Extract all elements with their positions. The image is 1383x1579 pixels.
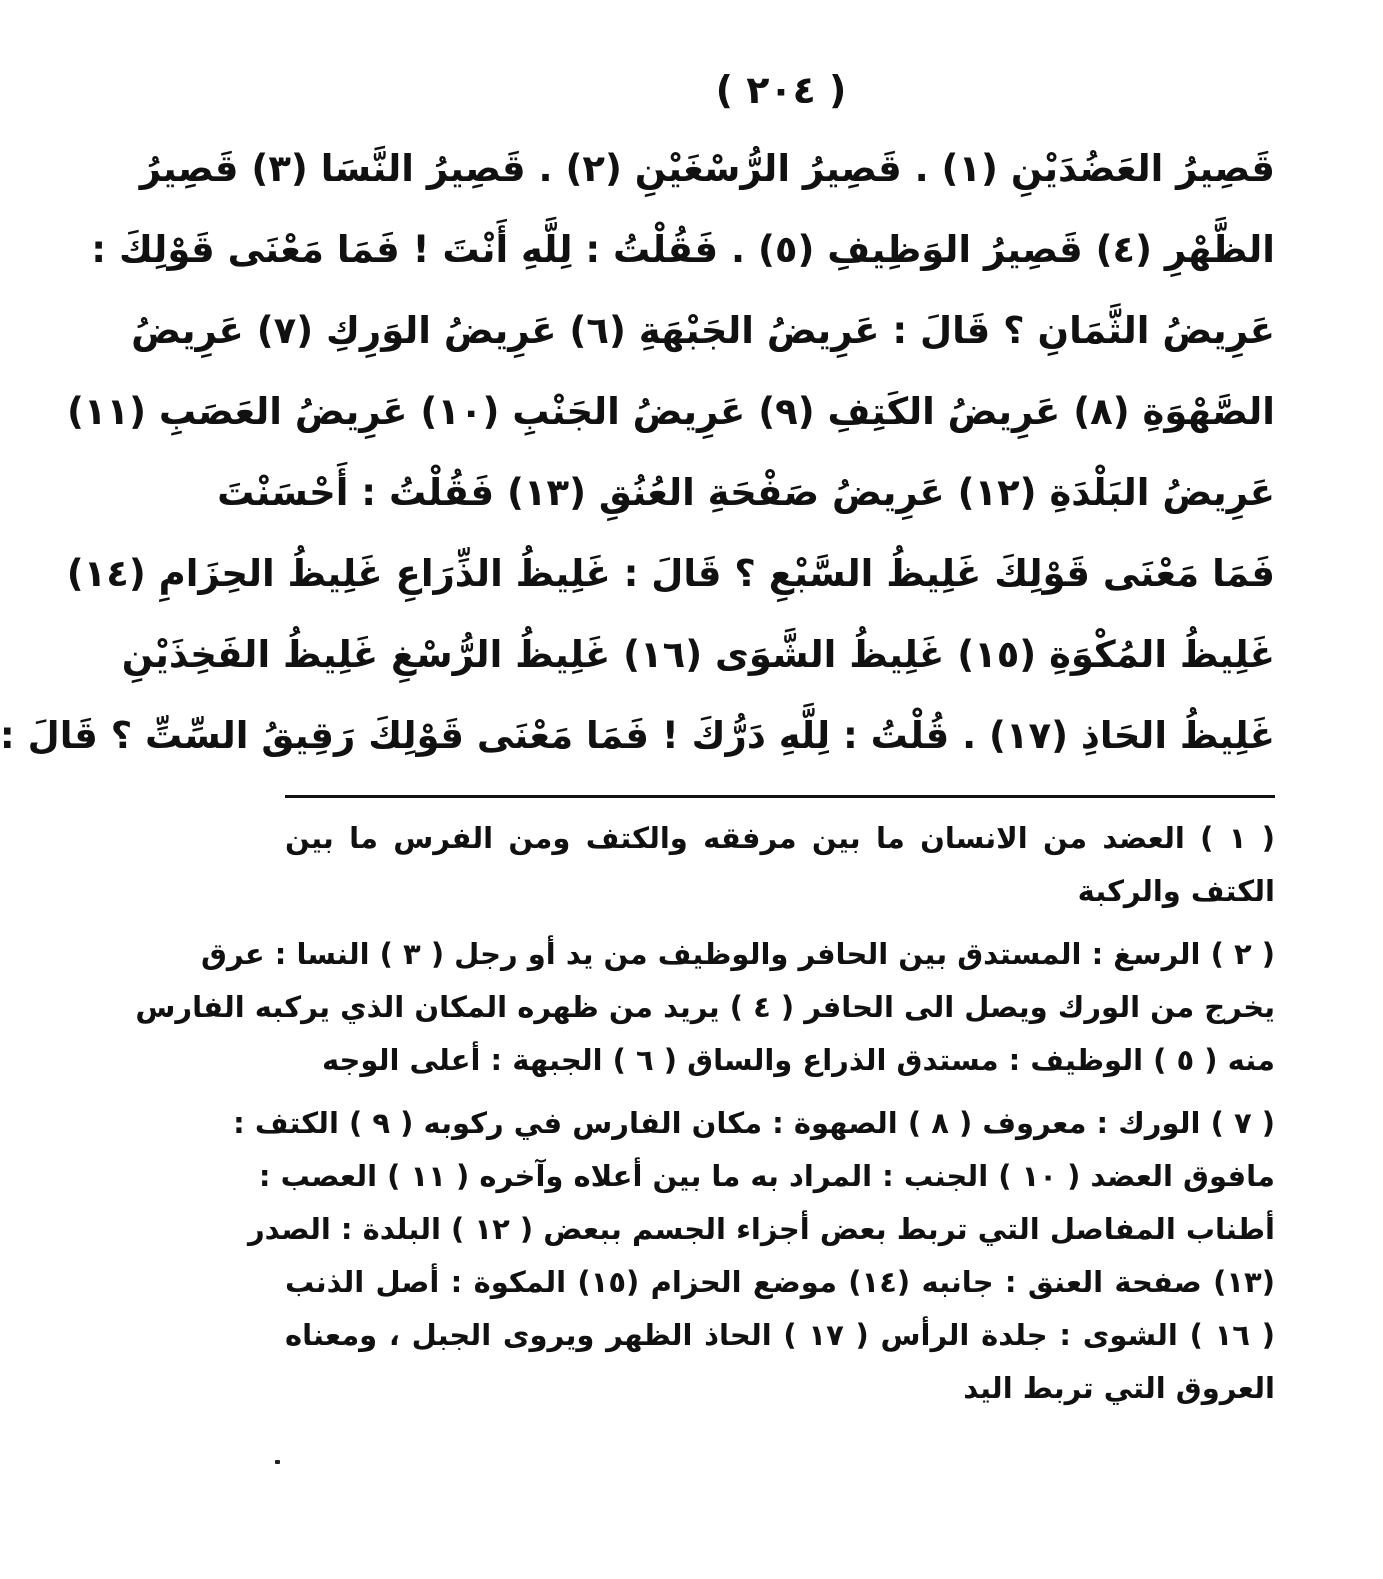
footnote-gap: [285, 918, 1275, 928]
footnote-line: الكتف والركبة: [1077, 874, 1275, 908]
footnote-block: [135, 928, 1275, 1087]
footnote-line: ( ١٦ ) الشوى : جلدة الرأس ( ١٧ ) الحاذ الظهر ويروى الجبل ، ومعناه: [285, 1318, 1275, 1352]
footnote-line: ( ٢ ) الرسغ : المستدق بين الحافر والوظيف من يد أو رجل ( ٣ ) النسا : عرق: [200, 937, 1275, 971]
main-text-line: عَرِيضُ الثَّمَانِ ؟ قَالَ : عَرِيضُ الجَبْهَةِ (٦) عَرِيضُ الوَرِكِ (٧) عَرِيضُ: [131, 309, 1275, 352]
footnote-line: ( ١ ) العضد من الانسان ما بين مرفقه والكتف ومن الفرس ما بين: [285, 821, 1275, 855]
footnote-block: [285, 812, 1275, 918]
footnote-block: [233, 1097, 1276, 1415]
main-text-line: فَمَا مَعْنَى قَوْلِكَ غَلِيظُ السَّبْعِ ؟ قَالَ : غَلِيظُ الذِّرَاعِ غَلِيظُ الحِزَامِ (١٤): [66, 552, 1275, 595]
main-text-line: عَرِيضُ البَلْدَةِ (١٢) عَرِيضُ صَفْحَةِ العُنُقِ (١٣) فَقُلْتُ : أَحْسَنْتَ: [217, 471, 1275, 514]
scan-speck: [275, 1460, 280, 1464]
footnotes: [135, 812, 1276, 1415]
main-text-line: الصَّهْوَةِ (٨) عَرِيضُ الكَتِفِ (٩) عَرِيضُ الجَنْبِ (١٠) عَرِيضُ العَصَبِ (١١): [67, 390, 1275, 433]
footnote-divider: [285, 795, 1275, 798]
footnote-gap: [285, 1087, 1275, 1097]
footnote-line: يخرج من الورك ويصل الى الحافر ( ٤ ) يريد من ظهره المكان الذي يركبه الفارس: [135, 990, 1275, 1024]
footnote-line: منه ( ٥ ) الوظيف : مستدق الذراع والساق ( ٦ ) الجبهة : أعلى الوجه: [321, 1043, 1275, 1077]
footnote-line: أطناب المفاصل التي تربط بعض أجزاء الجسم ببعض ( ١٢ ) البلدة : الصدر: [247, 1212, 1275, 1246]
main-text: [0, 128, 1275, 776]
main-text-line: غَلِيظُ الحَاذِ (١٧) . قُلْتُ : لِلَّهِ دَرُّكَ ! فَمَا مَعْنَى قَوْلِكَ رَقِيقُ السِّتِّ ؟ قَالَ :: [0, 714, 1275, 757]
footnote-line: العروق التي تربط اليد: [963, 1371, 1275, 1405]
footnote-line: مافوق العضد ( ١٠ ) الجنب : المراد به ما بين أعلاه وآخره ( ١١ ) العصب :: [258, 1159, 1275, 1193]
footnote-line: (١٣) صفحة العنق : جانبه (١٤) موضع الحزام (١٥) المكوة : أصل الذنب: [285, 1265, 1276, 1299]
main-text-line: قَصِيرُ العَضُدَيْنِ (١) . قَصِيرُ الرُّسْغَيْنِ (٢) . قَصِيرُ النَّسَا (٣) قَصِيرُ: [139, 147, 1275, 190]
page-number: ( ٢٠٤ ): [715, 68, 847, 112]
footnote-line: ( ٧ ) الورك : معروف ( ٨ ) الصهوة : مكان الفارس في ركوبه ( ٩ ) الكتف :: [233, 1106, 1275, 1140]
main-text-line: الظَّهْرِ (٤) قَصِيرُ الوَظِيفِ (٥) . فَقُلْتُ : لِلَّهِ أَنْتَ ! فَمَا مَعْنَى قَوْلِكَ :: [91, 228, 1275, 271]
main-text-line: غَلِيظُ المُكْوَةِ (١٥) غَلِيظُ الشَّوَى (١٦) غَلِيظُ الرُّسْغِ غَلِيظُ الفَخِذَيْنِ: [121, 633, 1275, 676]
